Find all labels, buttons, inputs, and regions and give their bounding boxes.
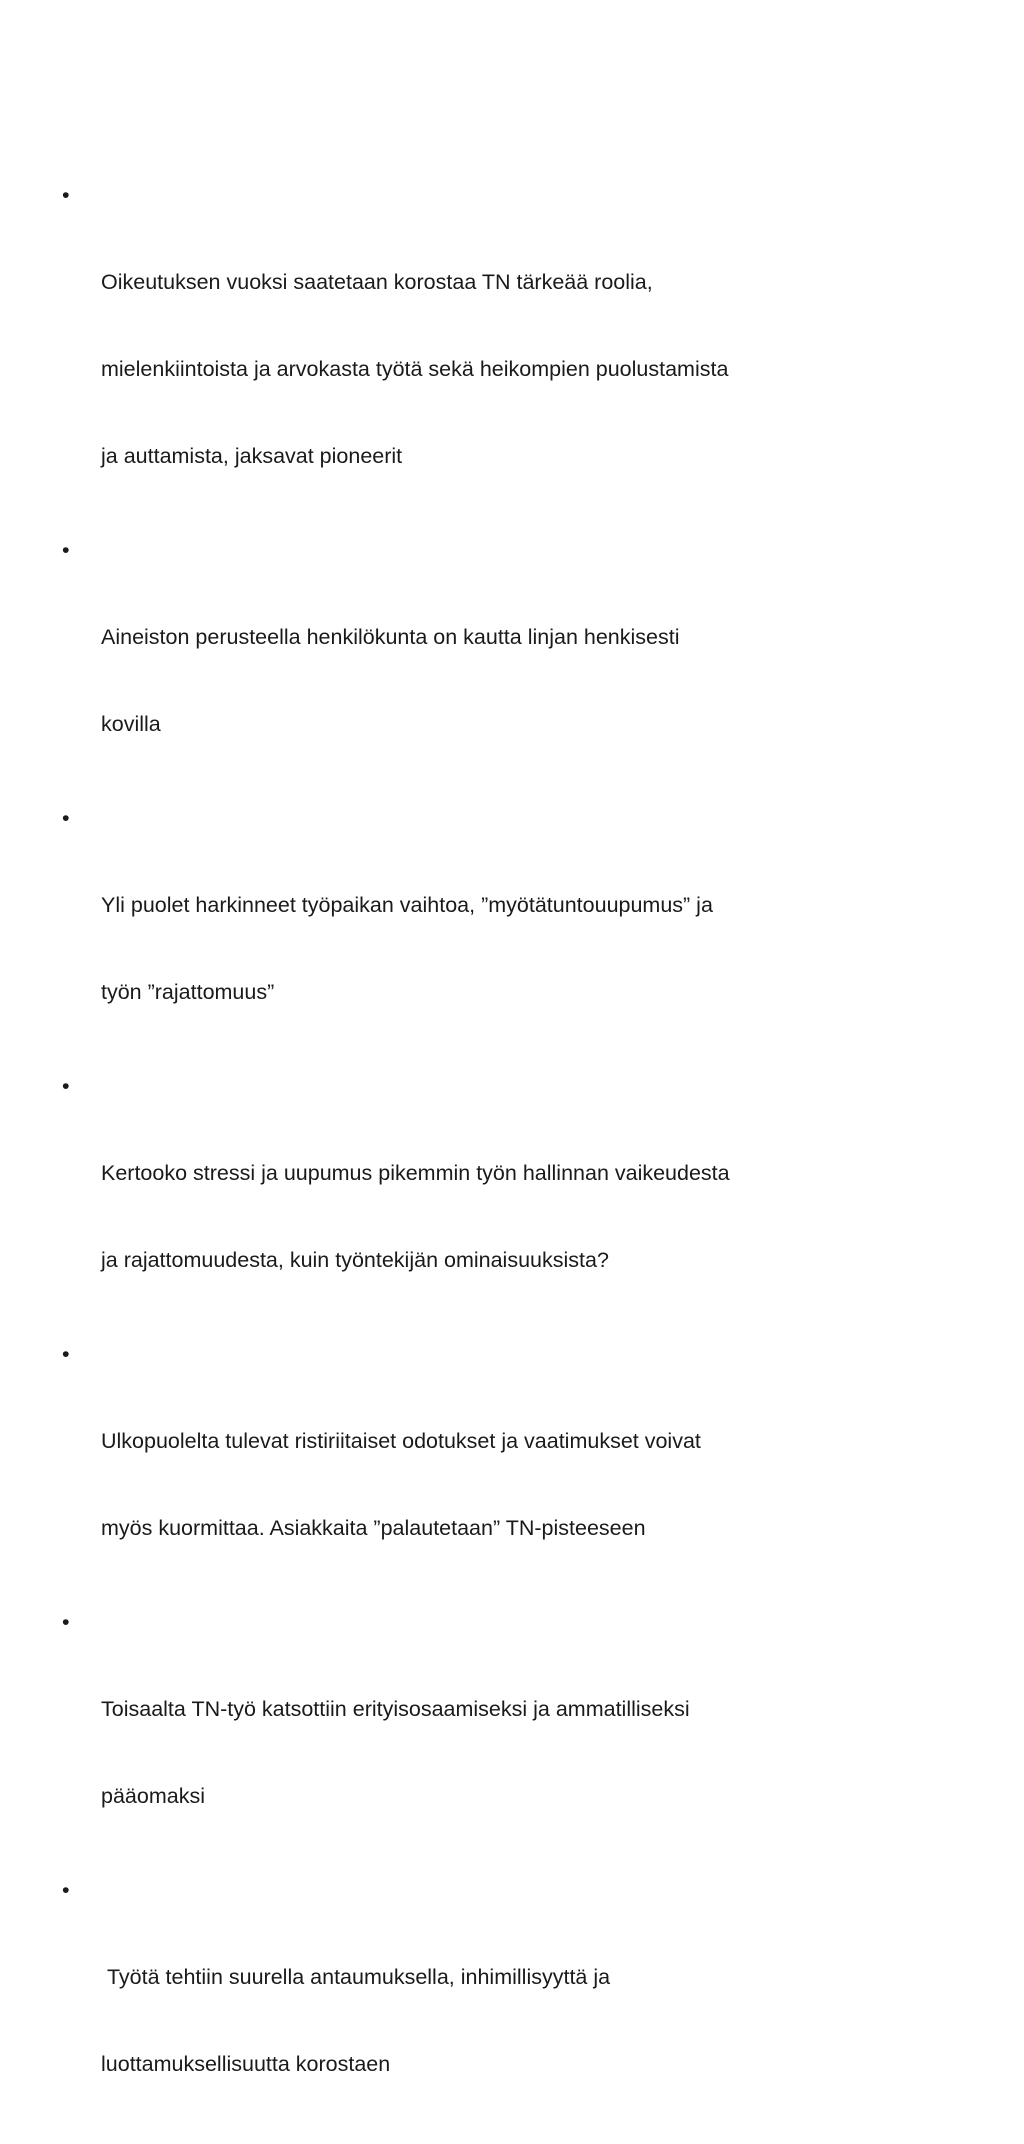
bullet-icon: •: [62, 1610, 70, 1634]
bullet-line: Aineiston perusteella henkilökunta on kautta linjan henkisesti: [101, 625, 680, 649]
bullet-line: Yli puolet harkinneet työpaikan vaihtoa, ”myötätuntouupumus” ja: [101, 893, 713, 917]
bullet-line: luottamuksellisuutta korostaen: [101, 2052, 391, 2076]
bullet-line: Oikeutuksen vuoksi saatetaan korostaa TN tärkeää roolia,: [101, 270, 653, 294]
bullet-icon: •: [62, 806, 70, 830]
bullet-line: pääomaksi: [101, 1784, 205, 1808]
bullet-icon: •: [62, 1342, 70, 1366]
bullet-line: myös kuormittaa. Asiakkaita ”palautetaan” TN-pisteeseen: [101, 1516, 646, 1540]
bullet-line: työn ”rajattomuus”: [101, 980, 275, 1004]
bullet-item: [62, 1340, 962, 1601]
bullet-icon: •: [62, 183, 70, 207]
bullet-item: [62, 804, 962, 1065]
bullet-item: [62, 536, 962, 797]
bullet-item: [62, 1876, 962, 2137]
bullet-line: Toisaalta TN-työ katsottiin erityisosaamiseksi ja ammatilliseksi: [101, 1697, 690, 1721]
bullet-line: kovilla: [101, 712, 161, 736]
bullet-icon: •: [62, 1074, 70, 1098]
bullet-line: ja auttamista, jaksavat pioneerit: [101, 444, 403, 468]
bullet-item: [62, 181, 962, 529]
bullet-item: [62, 1608, 962, 1869]
bullet-line: Työtä tehtiin suurella antaumuksella, inhimillisyyttä ja: [101, 1965, 611, 1989]
bullet-line: Ulkopuolelta tulevat ristiriitaiset odotukset ja vaatimukset voivat: [101, 1429, 701, 1453]
bullet-item: [62, 1072, 962, 1333]
bullet-line: mielenkiintoista ja arvokasta työtä sekä heikompien puolustamista: [101, 357, 729, 381]
bullet-line: ja rajattomuudesta, kuin työntekijän ominaisuuksista?: [101, 1248, 609, 1272]
bullet-list: [62, 181, 962, 2144]
bullet-line: Kertooko stressi ja uupumus pikemmin työn hallinnan vaikeudesta: [101, 1161, 730, 1185]
bullet-icon: •: [62, 1878, 70, 1902]
bullet-icon: •: [62, 538, 70, 562]
